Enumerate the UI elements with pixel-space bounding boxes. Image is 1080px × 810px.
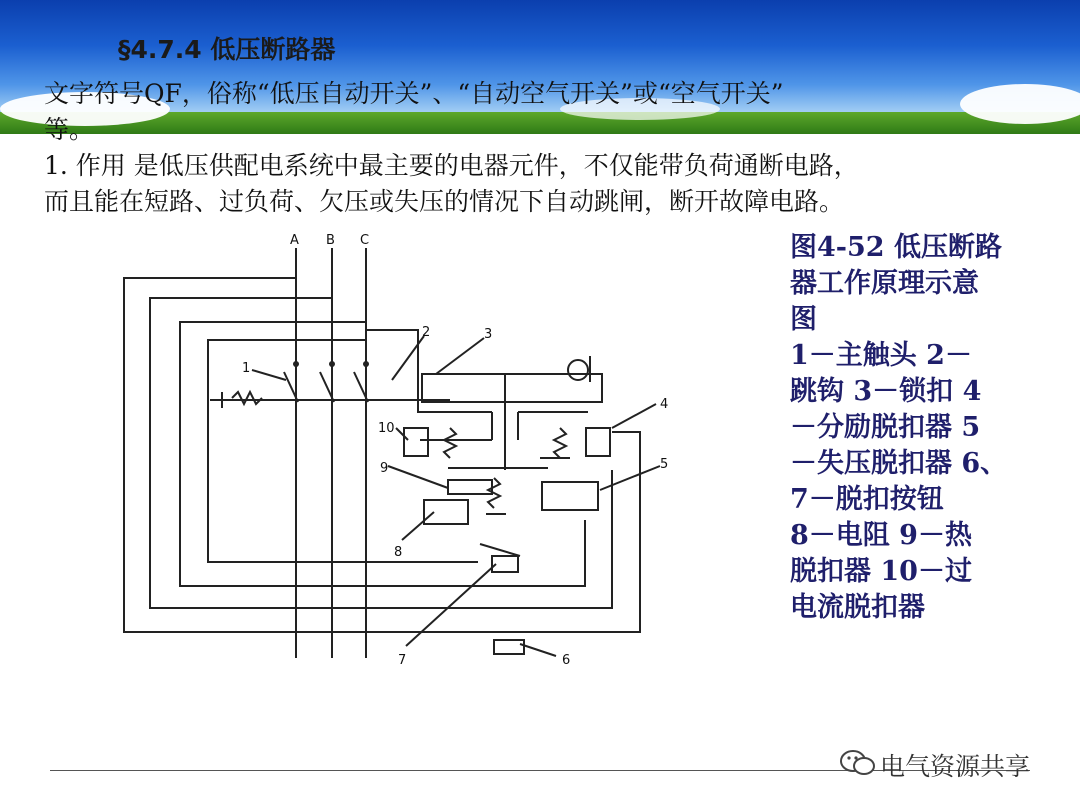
caption-line: 图4-52 低压断路: [790, 232, 1002, 263]
body-line-1: 文字符号QF，俗称“低压自动开关”、“自动空气开关”或“空气开关”: [44, 79, 784, 108]
callout-9: 9: [380, 461, 389, 476]
caption-line: 1－主触头 2－: [790, 340, 972, 371]
phase-label-c: C: [360, 233, 370, 248]
callout-5: 5: [660, 457, 669, 472]
caption-line: 7－脱扣按钮: [790, 484, 944, 515]
caption-line: －分励脱扣器 5: [790, 412, 981, 443]
caption-line: 器工作原理示意: [790, 268, 979, 299]
callout-10: 10: [378, 421, 395, 436]
caption-line: 电流脱扣器: [790, 592, 925, 623]
phase-label-a: A: [290, 233, 299, 248]
callout-8: 8: [394, 545, 403, 560]
figure-caption: [790, 230, 1030, 626]
body-line-4: 而且能在短路、过负荷、欠压或失压的情况下自动跳闸，断开故障电路。: [44, 187, 845, 216]
caption-line: 跳钩 3－锁扣 4: [790, 376, 982, 407]
callout-4: 4: [660, 397, 669, 412]
callout-3: 3: [484, 327, 493, 342]
caption-line: －失压脱扣器 6、: [790, 448, 1008, 479]
caption-line: 脱扣器 10－过: [790, 556, 972, 587]
phase-label-b: B: [326, 233, 335, 248]
section-title: §4.7.4 低压断路器: [118, 35, 336, 64]
callout-1: 1: [242, 361, 251, 376]
watermark-text: 电气资源共享: [880, 752, 1031, 781]
caption-line: 8－电阻 9－热: [790, 520, 972, 551]
callout-7: 7: [398, 653, 407, 668]
caption-line: 图: [790, 304, 817, 335]
body-line-2: 等。: [44, 115, 95, 144]
callout-2: 2: [422, 325, 431, 340]
body-line-3: 1. 作用 是低压供配电系统中最主要的电器元件，不仅能带负荷通断电路，: [44, 151, 859, 180]
wechat-icon: [838, 748, 878, 778]
callout-6: 6: [562, 653, 571, 668]
